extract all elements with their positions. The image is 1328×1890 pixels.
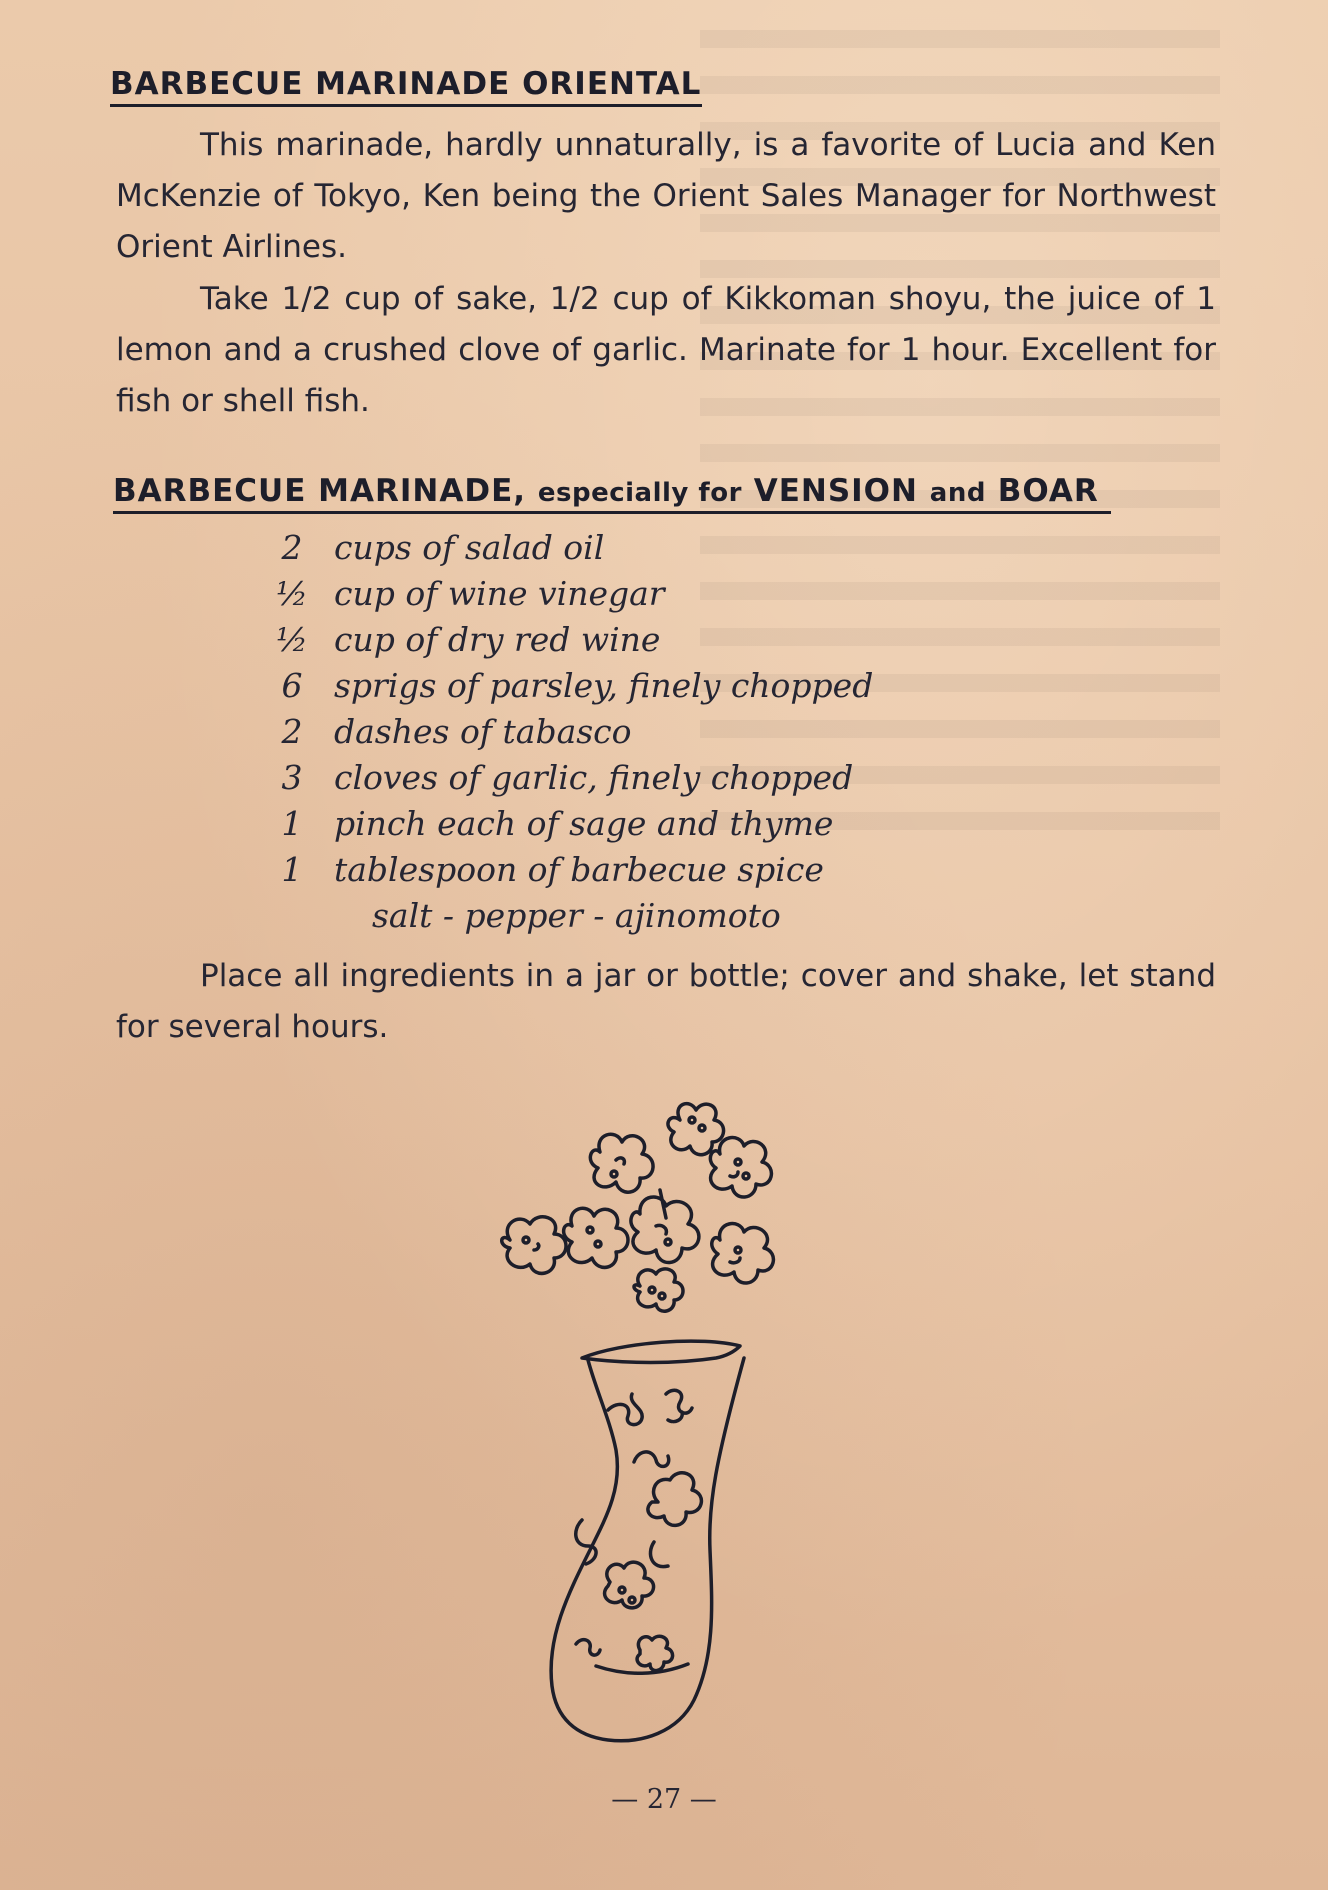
recipe-title-vension-boar — [113, 473, 1111, 514]
recipe-instructions-text: Place all ingredients in a jar or bottle; cover and shake, let stand for several hours. — [116, 958, 1216, 1045]
flower-icon — [634, 1269, 683, 1311]
ingredient-row — [250, 709, 950, 755]
recipe-intro-paragraph — [116, 120, 1216, 273]
ingredient-qty: 1 — [281, 850, 303, 889]
ingredient-qty: 2 — [281, 712, 303, 751]
flower-icon — [502, 1217, 566, 1274]
recipe-method-text: Take 1/2 cup of sake, 1/2 cup of Kikkoman shoyu, the juice of 1 lemon and a crushed clove of garlic. Marinate for 1 hour. Excellent for fish or shell fish. — [116, 281, 1216, 419]
ingredient-item: dashes of tabasco — [334, 712, 632, 751]
title-main: BARBECUE MARINADE, — [113, 473, 527, 509]
ingredient-item: cup of wine vinegar — [334, 574, 665, 613]
ingredient-row — [250, 571, 950, 617]
ingredient-qty: ½ — [276, 620, 308, 659]
ingredient-item: tablespoon of barbecue spice — [334, 850, 824, 889]
flower-icon — [631, 1190, 699, 1263]
vase-icon — [551, 1341, 744, 1741]
ingredient-qty: ½ — [276, 574, 308, 613]
recipe-instructions — [116, 951, 1216, 1053]
ingredient-item: cup of dry red wine — [334, 620, 661, 659]
ingredient-qty: 3 — [281, 758, 303, 797]
ingredient-item: pinch each of sage and thyme — [334, 804, 834, 843]
ingredient-list — [250, 525, 950, 939]
title-vension: VENSION — [753, 473, 918, 509]
flower-vase-illustration — [490, 1090, 830, 1750]
ingredient-qty: 6 — [281, 666, 303, 705]
ingredient-row — [250, 525, 950, 571]
title-boar: BOAR — [997, 473, 1099, 509]
flower-icon — [590, 1134, 653, 1192]
flower-icon — [710, 1138, 771, 1197]
ingredient-item: sprigs of parsley, finely chopped — [334, 666, 874, 705]
ingredient-item: cloves of garlic, finely chopped — [334, 758, 854, 797]
page-number: — 27 — — [611, 1784, 717, 1815]
title-especially: especially for — [537, 478, 742, 508]
ingredient-row — [250, 617, 950, 663]
ingredient-row — [250, 847, 950, 893]
recipe-method-paragraph — [116, 274, 1216, 427]
ingredient-qty: 1 — [281, 804, 303, 843]
flower-icon — [712, 1224, 774, 1283]
ingredient-row — [250, 801, 950, 847]
recipe-intro-text: This marinade, hardly unnaturally, is a favorite of Lucia and Ken McKenzie of Tokyo, Ken being the Orient Sales Manager for Northwest Orient Airlines. — [116, 127, 1216, 265]
ingredient-qty: 2 — [281, 528, 303, 567]
title-and: and — [929, 478, 986, 508]
ingredient-row — [250, 663, 950, 709]
recipe-title-oriental: BARBECUE MARINADE ORIENTAL — [110, 66, 702, 107]
ingredient-row — [250, 755, 950, 801]
flower-icon — [564, 1208, 628, 1267]
ingredient-seasoning: salt - pepper - ajinomoto — [372, 896, 781, 935]
ingredient-item: cups of salad oil — [334, 528, 605, 567]
flower-icon — [668, 1104, 724, 1155]
